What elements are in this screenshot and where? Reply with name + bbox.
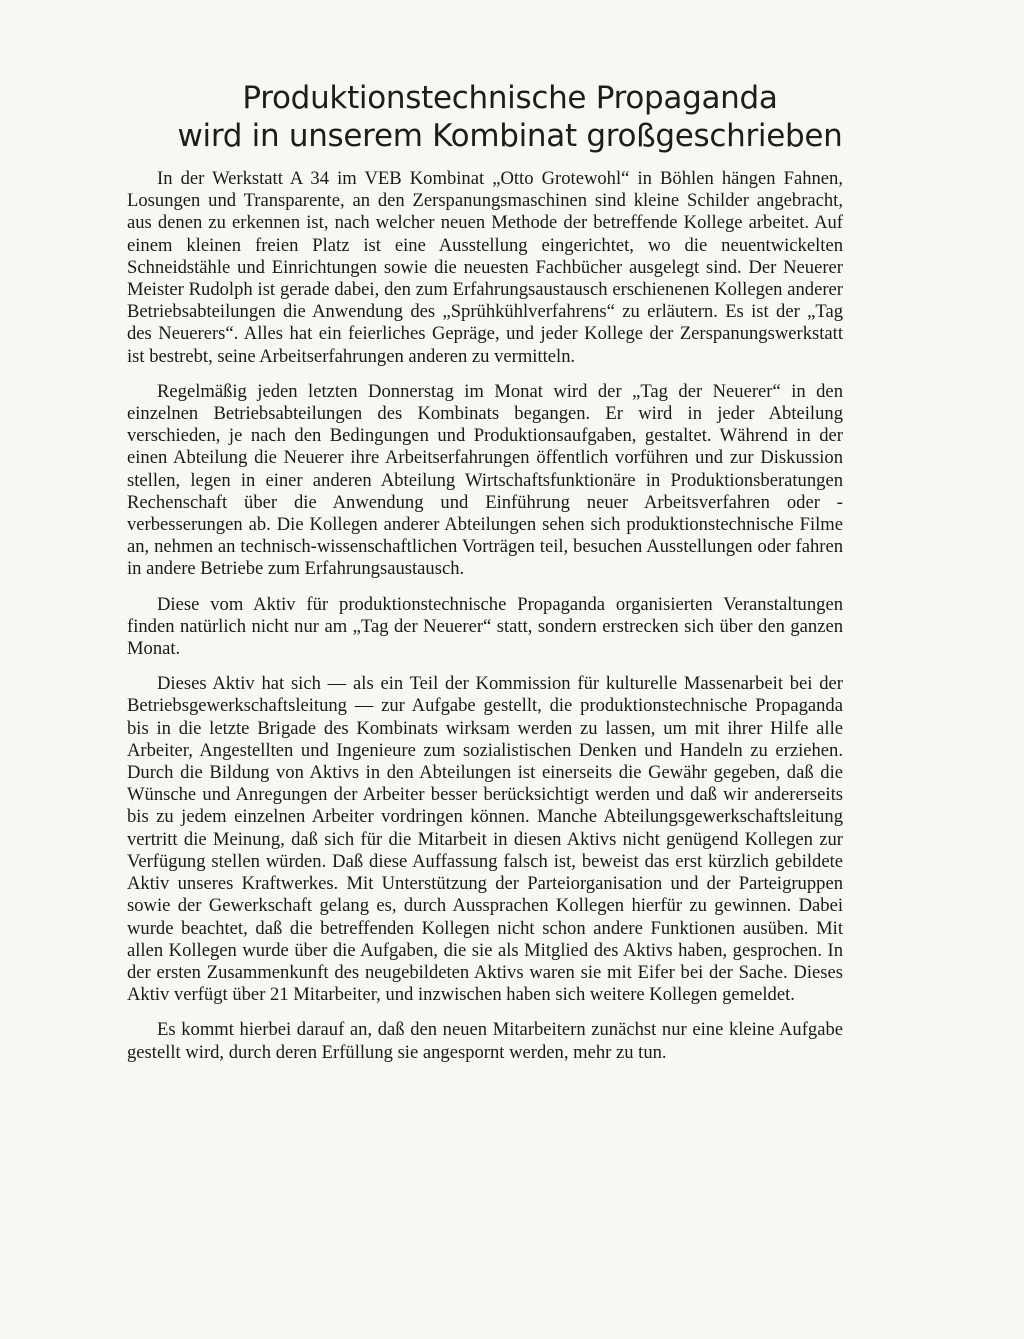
paragraph: Dieses Aktiv hat sich — als ein Teil der Kommission für kulturelle Massenarbeit bei der Betriebsgewerkschaftsleitung — zur Aufgabe gestellt, die produktionstechnische Propaganda bis in die letzte Brigade des Kombinats wirksam werden zu lassen, um mit ihrer Hilfe alle Arbeiter, Angestellten und Ingenieure zum sozialistischen Denken und Handeln zu erziehen. Durch die Bildung von Aktivs in den Abteilungen ist einerseits die Gewähr gegeben, daß die Wünsche und Anregungen der Arbeiter besser berücksichtigt werden und daß wir andererseits bis zu jedem einzelnen Arbeiter vordringen können. Manche Abteilungsgewerkschaftsleitung vertritt die Meinung, daß sich für die Mitarbeit in diesen Aktivs nicht genügend Kollegen zur Verfügung stellen würden. Daß diese Auffassung falsch ist, beweist das erst kürzlich gebildete Aktiv unseres Kraftwerkes. Mit Unterstützung der Parteiorganisation und der Parteigruppen sowie der Gewerkschaft gelang es, durch Aussprachen Kollegen hierfür zu gewinnen. Dabei wurde beachtet, daß die betreffenden Kollegen nicht schon andere Funktionen ausüben. Mit allen Kollegen wurde über die Aufgaben, die sie als Mitglied des Aktivs haben, gesprochen. In der ersten Zusammenkunft des neugebildeten Aktivs waren sie mit Eifer bei der Sache. Dieses Aktiv verfügt über 21 Mitarbeiter, und inzwischen haben sich weitere Kollegen gemeldet. — [127, 673, 843, 1006]
paragraph: In der Werkstatt A 34 im VEB Kombinat „Otto Grotewohl“ in Böhlen hängen Fahnen, Losungen und Transparente, an den Zerspanungsmaschinen sind kleine Schilder angebracht, aus denen zu erkennen ist, nach welcher neuen Methode der betreffende Kollege arbeitet. Auf einem kleinen freien Platz ist eine Ausstellung eingerichtet, wo die neuentwickelten Schneidstähle und Einrichtungen sowie die neuesten Fachbücher ausgelegt sind. Der Neuerer Meister Rudolph ist gerade dabei, den zum Erfahrungsaustausch erschienenen Kollegen anderer Betriebsabteilungen die Anwendung des „Sprühkühlverfahrens“ zu erläutern. Es ist der „Tag des Neuerers“. Alles hat ein feierliches Gepräge, und jeder Kollege der Zerspanungswerkstatt ist bestrebt, seine Arbeitserfahrungen anderen zu vermitteln. — [127, 168, 843, 367]
page-title-line-2: wird in unserem Kombinat großgeschrieben — [177, 118, 843, 154]
page-title-line-1: Produktionstechnische Propaganda — [242, 80, 778, 116]
article-body — [127, 168, 843, 1064]
paragraph: Diese vom Aktiv für produktionstechnische Propaganda organisierten Veranstaltungen finden natürlich nicht nur am „Tag der Neuerer“ statt, sondern erstrecken sich über den ganzen Monat. — [127, 593, 843, 660]
paragraph: Es kommt hierbei darauf an, daß den neuen Mitarbeitern zunächst nur eine kleine Aufgabe gestellt wird, durch deren Erfüllung sie angespornt werden, mehr zu tun. — [127, 1019, 843, 1063]
paragraph: Regelmäßig jeden letzten Donnerstag im Monat wird der „Tag der Neuerer“ in den einzelnen Betriebsabteilungen des Kombinats begangen. Er wird in jeder Abteilung verschieden, je nach den Bedingungen und Produktionsaufgaben, gestaltet. Während in der einen Abteilung die Neuerer ihre Arbeitserfahrungen öffentlich vorführen und zur Diskussion stellen, legen in einer anderen Abteilung Wirtschaftsfunktionäre in Produktionsberatungen Rechenschaft über die Anwendung und Einführung neuer Arbeitsverfahren oder -verbesserungen ab. Die Kollegen anderer Abteilungen sehen sich produktionstechnische Filme an, nehmen an technisch-wissenschaftlichen Vorträgen teil, besuchen Ausstellungen oder fahren in andere Betriebe zum Erfahrungsaustausch. — [127, 380, 843, 580]
